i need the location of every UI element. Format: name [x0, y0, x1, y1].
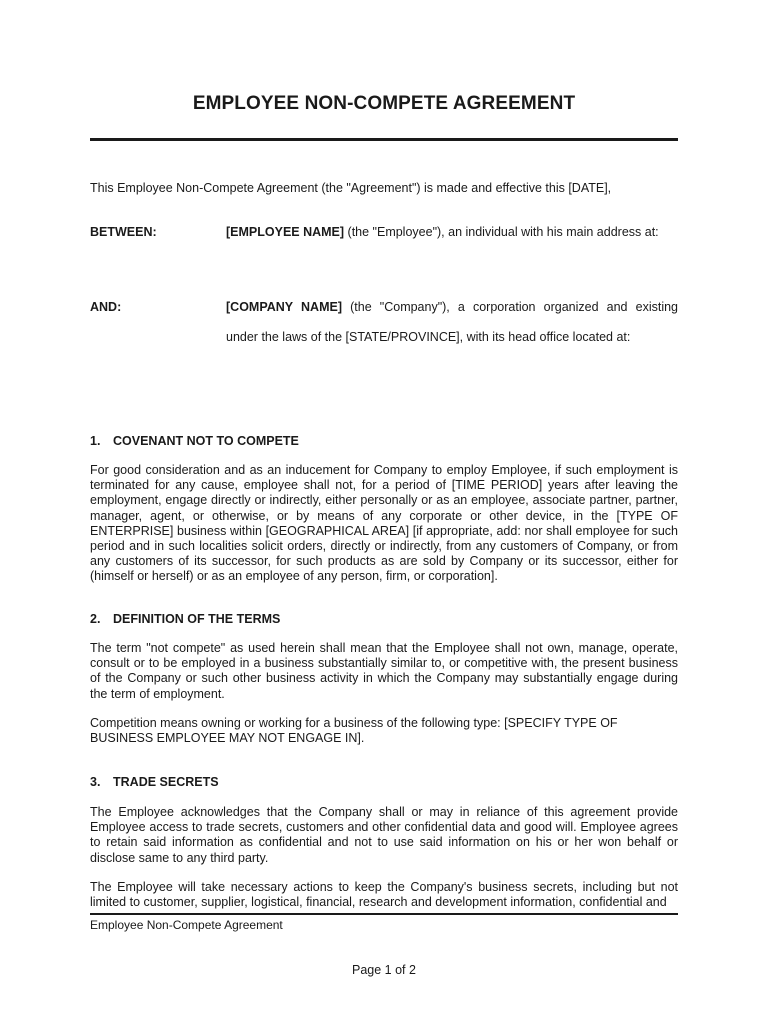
company-description-line2: under the laws of the [STATE/PROVINCE], with its head office located at: [226, 330, 631, 344]
section-paragraph: For good consideration and as an inducement for Company to employ Employee, if such employment is terminated for any cause, employee shall not, for a period of [TIME PERIOD] years after leaving the employment, engage directly or indirectly, either personally or as an employee, associate partner, partner, manager, agent, or otherwise, or by means of any corporate or other device, in the [TYPE OF ENTERPRISE] business within [GEOGRAPHICAL AREA] [if appropriate, add: nor shall employee for such period and in such localities solicit orders, directly or indirectly, from any customers of Company, or from any customers of its successor, for such products as are sold by Company or its successor, either for (himself or herself) or as an employee of any person, firm, or corporation]. [90, 463, 678, 584]
section-paragraph: The Employee will take necessary actions to keep the Company's business secrets, including but not limited to customer, supplier, logistical, financial, research and development information, confidential and [90, 880, 678, 910]
employee-description: (the "Employee"), an individual with his main address at: [344, 225, 659, 239]
company-party-line1 [226, 300, 678, 315]
intro-paragraph: This Employee Non-Compete Agreement (the "Agreement") is made and effective this [DATE], [90, 181, 612, 195]
section-title: DEFINITION OF THE TERMS [113, 612, 281, 626]
section-paragraph: Competition means owning or working for a business of the following type: [SPECIFY TYPE OF BUSINESS EMPLOYEE MAY NOT ENGAGE IN]. [90, 716, 618, 746]
company-description-line1: (the "Company"), a corporation organized and existing [342, 300, 678, 314]
section-title: TRADE SECRETS [113, 775, 219, 789]
section-paragraph: The Employee acknowledges that the Company shall or may in reliance of this agreement provide Employee access to trade secrets, customers and other confidential data and good will. Employee agrees to retain said information as confidential and not to use said information on his or her won behalf or disclose same to any third party. [90, 805, 678, 865]
title-divider [90, 138, 678, 141]
company-name-placeholder: [COMPANY NAME] [226, 300, 342, 314]
section-heading [90, 775, 219, 789]
section-heading [90, 612, 280, 626]
section-number: 3. [90, 775, 101, 789]
section-heading [90, 434, 299, 448]
and-label: AND: [90, 300, 122, 314]
section-number: 2. [90, 612, 101, 626]
document-title: EMPLOYEE NON-COMPETE AGREEMENT [192, 93, 576, 114]
section-number: 1. [90, 434, 101, 448]
employee-name-placeholder: [EMPLOYEE NAME] [226, 225, 345, 239]
footer-divider [90, 913, 678, 915]
section-paragraph: The term "not compete" as used herein shall mean that the Employee shall not own, manage, operate, consult or to be employed in a business substantially similar to, or competitive with, the present business of the Company or such other business activity in which the Company may substantially engage during the term of employment. [90, 641, 678, 701]
footer-text: Employee Non-Compete Agreement [90, 918, 283, 932]
page-number: Page 1 of 2 [352, 963, 416, 977]
employee-party [226, 225, 678, 240]
section-title: COVENANT NOT TO COMPETE [113, 434, 299, 448]
between-label: BETWEEN: [90, 225, 157, 239]
